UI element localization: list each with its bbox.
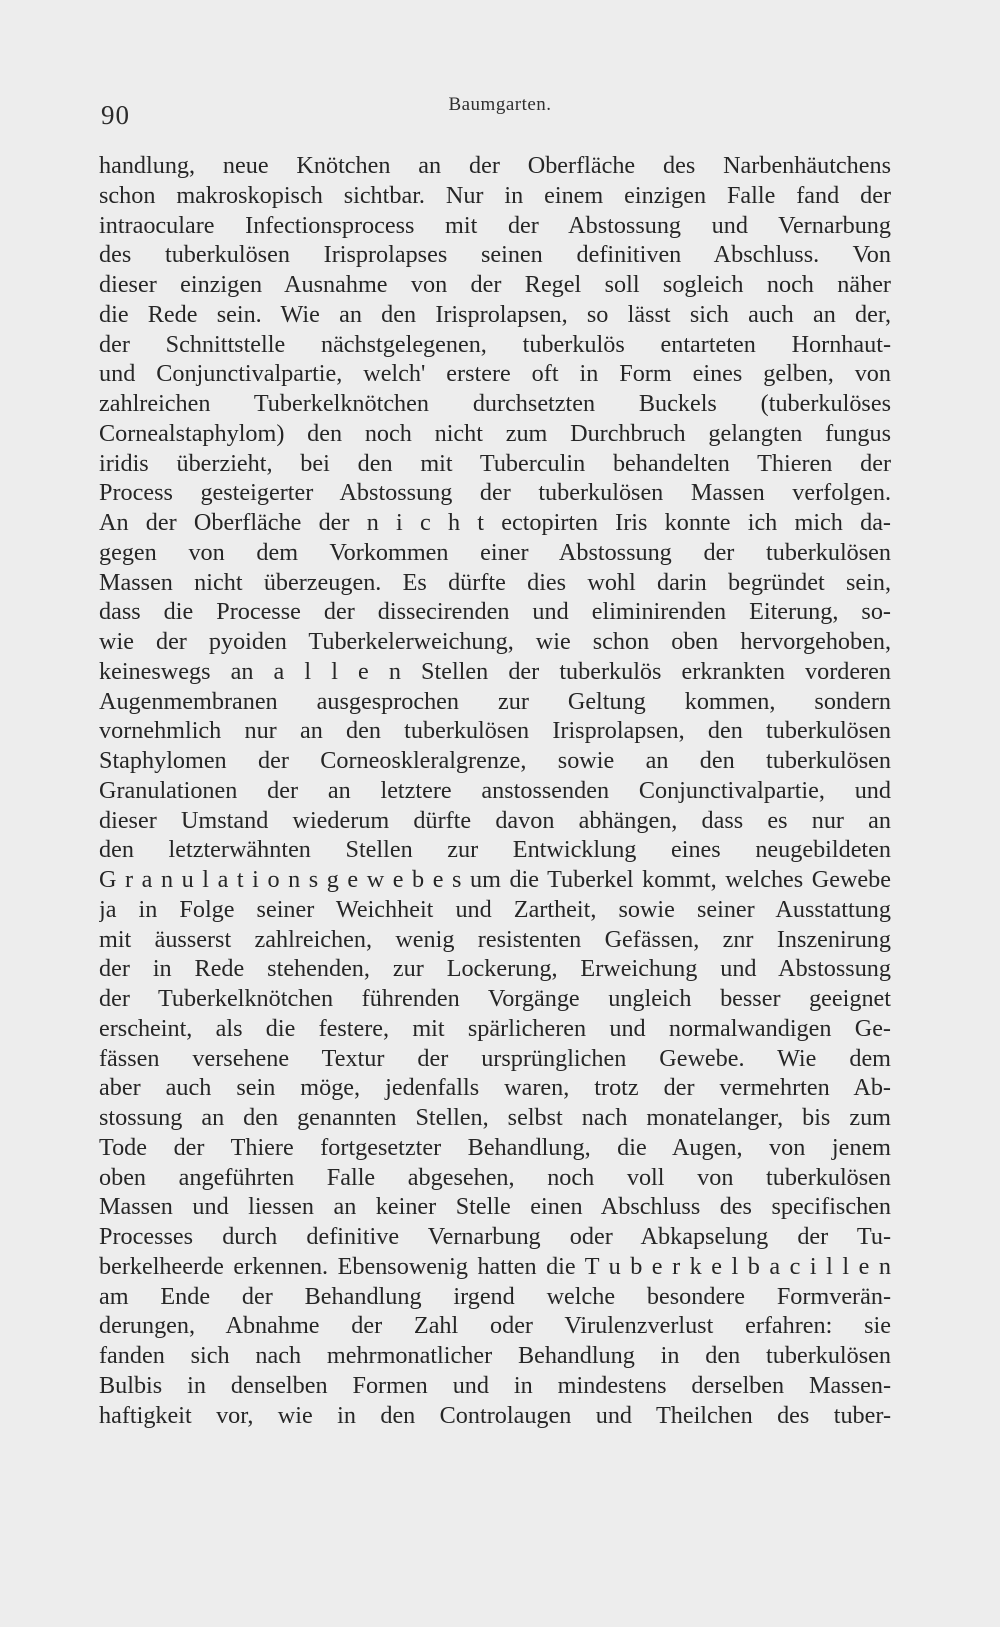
text-line: haftigkeit vor, wie in den Controlaugen und Theilchen des tuber- <box>99 1401 891 1429</box>
text-line: Bulbis in denselben Formen und in mindestens derselben Massen- <box>99 1371 891 1399</box>
text-line: der in Rede stehenden, zur Lockerung, Erweichung und Abstossung <box>99 955 891 983</box>
text-line: aber auch sein möge, jedenfalls waren, trotz der vermehrten Ab- <box>99 1074 891 1102</box>
text-line: oben angeführten Falle abgesehen, noch voll von tuberkulösen <box>99 1163 891 1191</box>
text-line: dass die Processe der dissecirenden und eliminirenden Eiterung, so- <box>99 598 891 626</box>
text-line: schon makroskopisch sichtbar. Nur in einem einzigen Falle fand der <box>99 181 891 209</box>
text-line: intraoculare Infectionsprocess mit der Abstossung und Vernarbung <box>99 211 891 239</box>
text-line: Augenmembranen ausgesprochen zur Geltung kommen, sondern <box>99 687 891 715</box>
text-line: mit äusserst zahlreichen, wenig resistenten Gefässen, znr Inszenirung <box>99 925 891 953</box>
text-line: der Schnittstelle nächstgelegenen, tuberkulös entarteten Hornhaut- <box>99 330 891 358</box>
page-number: 90 <box>101 100 130 130</box>
text-line: keineswegs an a l l e n Stellen der tuberkulös erkrankten vorderen <box>99 657 891 685</box>
text-line: den letzterwähnten Stellen zur Entwicklung eines neugebildeten <box>99 836 891 864</box>
text-line: fässen versehene Textur der ursprünglichen Gewebe. Wie dem <box>99 1044 891 1072</box>
text-line: wie der pyoiden Tuberkelerweichung, wie schon oben hervorgehoben, <box>99 628 891 655</box>
text-line: die Rede sein. Wie an den Irisprolapsen, so lässt sich auch an der, <box>99 300 891 328</box>
text-line: und Conjunctivalpartie, welch' erstere oft in Form eines gelben, von <box>99 360 891 388</box>
text-line: Granulationen der an letztere anstossenden Conjunctivalpartie, und <box>99 776 891 804</box>
text-line: An der Oberfläche der n i c h t ectopirten Iris konnte ich mich da- <box>99 509 891 536</box>
text-line: dieser Umstand wiederum dürfte davon abhängen, dass es nur an <box>99 806 891 834</box>
text-line: Processes durch definitive Vernarbung oder Abkapselung der Tu- <box>99 1223 891 1250</box>
text-line: am Ende der Behandlung irgend welche besondere Formverän- <box>99 1282 891 1310</box>
text-line: stossung an den genannten Stellen, selbst nach monatelanger, bis zum <box>99 1104 891 1131</box>
text-line: des tuberkulösen Irisprolapses seinen definitiven Abschluss. Von <box>99 241 891 269</box>
text-line: zahlreichen Tuberkelknötchen durchsetzten Buckels (tuberkulöses <box>99 390 891 417</box>
text-line: Massen nicht überzeugen. Es dürfte dies wohl darin begründet sein, <box>99 568 891 596</box>
text-line: berkelheerde erkennen. Ebensowenig hatten die T u b e r k e l b a c i l l e n <box>99 1252 891 1280</box>
running-title: Baumgarten. <box>448 94 552 115</box>
text-line: der Tuberkelknötchen führenden Vorgänge ungleich besser geeignet <box>99 985 891 1012</box>
text-line: derungen, Abnahme der Zahl oder Virulenzverlust erfahren: sie <box>99 1312 891 1340</box>
text-line: handlung, neue Knötchen an der Oberfläche des Narbenhäutchens <box>99 152 891 179</box>
text-line: erscheint, als die festere, mit spärlicheren und normalwandigen Ge- <box>99 1014 891 1042</box>
text-line: Massen und liessen an keiner Stelle einen Abschluss des specifischen <box>99 1193 891 1221</box>
text-line: fanden sich nach mehrmonatlicher Behandlung in den tuberkulösen <box>99 1342 891 1369</box>
text-line: gegen von dem Vorkommen einer Abstossung der tuberkulösen <box>99 538 891 566</box>
text-line: Tode der Thiere fortgesetzter Behandlung, die Augen, von jenem <box>99 1133 891 1161</box>
text-line: iridis überzieht, bei den mit Tuberculin behandelten Thieren der <box>99 449 891 477</box>
text-line: ja in Folge seiner Weichheit und Zartheit, sowie seiner Ausstattung <box>99 895 891 923</box>
text-line: Staphylomen der Corneoskleralgrenze, sowie an den tuberkulösen <box>99 747 891 774</box>
body-text <box>99 151 891 1430</box>
text-line: Cornealstaphylom) den noch nicht zum Durchbruch gelangten fungus <box>99 419 891 447</box>
text-line: vornehmlich nur an den tuberkulösen Irisprolapsen, den tuberkulösen <box>99 717 891 745</box>
text-line: dieser einzigen Ausnahme von der Regel soll sogleich noch näher <box>99 271 891 298</box>
text-line: G r a n u l a t i o n s g e w e b e s um die Tuberkel kommt, welches Gewebe <box>99 866 891 893</box>
text-line: Process gesteigerter Abstossung der tuberkulösen Massen verfolgen. <box>99 479 891 507</box>
